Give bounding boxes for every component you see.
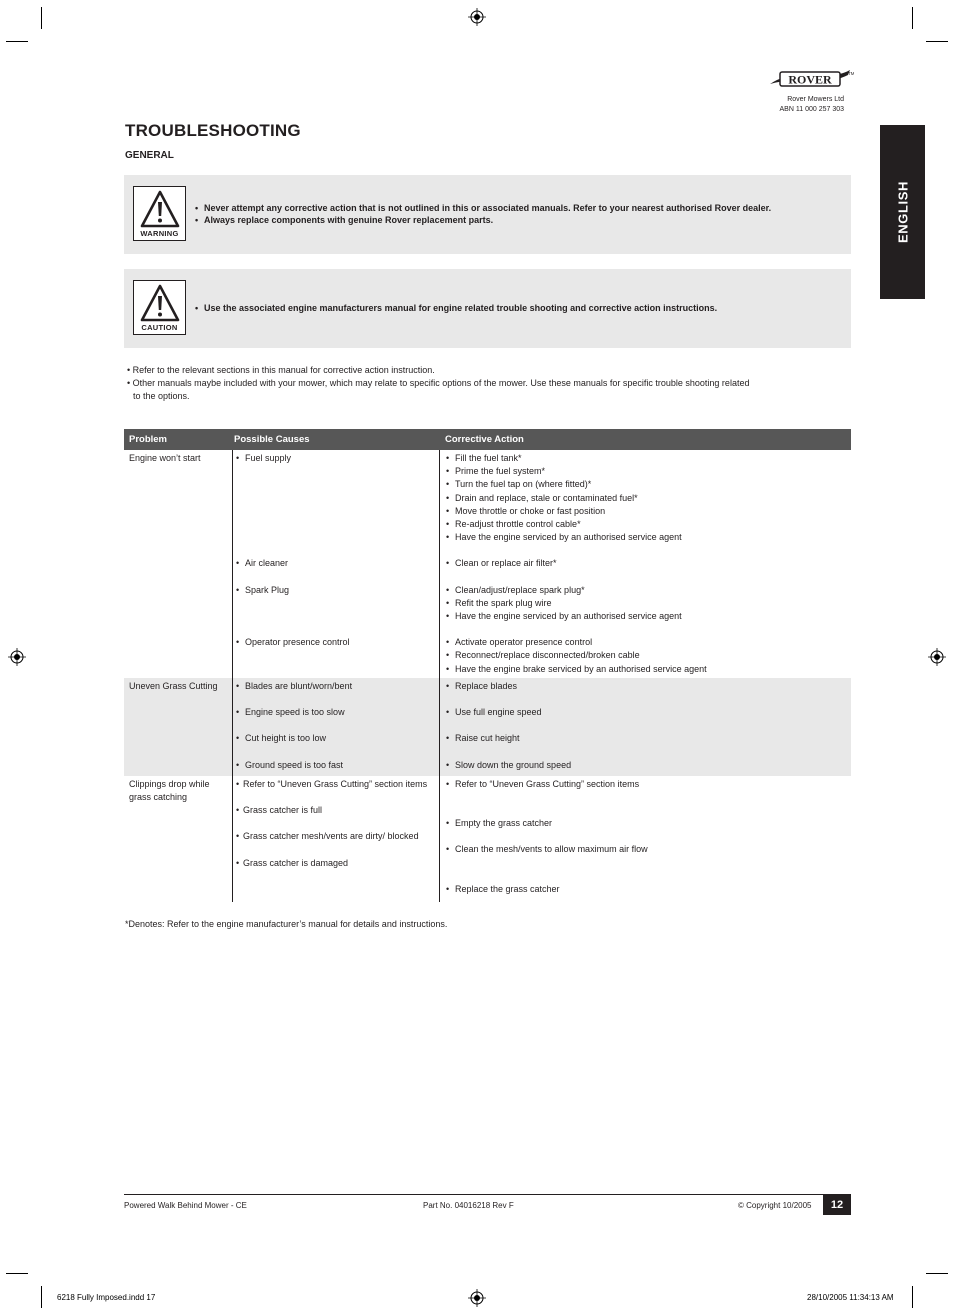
action-item: • Drain and replace, stale or contaminated fuel* <box>446 492 846 505</box>
warning-item: • Always replace components with genuine Rover replacement parts. <box>195 214 771 226</box>
rover-logo <box>768 66 854 92</box>
action-item: • Refit the spark plug wire <box>446 597 846 610</box>
page-number: 12 <box>823 1195 851 1215</box>
caution-triangle-icon <box>139 283 181 323</box>
action-item: • Replace blades <box>446 680 846 693</box>
language-tab <box>880 125 925 299</box>
crop-mark <box>6 1273 28 1274</box>
footer-part-number: Part No. 04016218 Rev F <box>423 1201 514 1210</box>
registration-mark-icon <box>8 648 26 666</box>
warning-notice <box>124 175 851 254</box>
company-abn: ABN 11 000 257 303 <box>779 106 844 113</box>
cause-item: • Fuel supply <box>236 452 436 465</box>
caution-symbol-label: CAUTION <box>141 323 178 332</box>
registration-mark-icon <box>468 1289 486 1307</box>
print-slug-date: 28/10/2005 11:34:13 AM <box>807 1293 894 1302</box>
column-divider <box>232 678 233 776</box>
column-divider <box>439 678 440 776</box>
action-item: • Have the engine serviced by an authorised service agent <box>446 610 846 623</box>
intro-line: • Refer to the relevant sections in this manual for corrective action instruction. <box>127 365 435 375</box>
problem-cell: Engine won’t start <box>129 453 201 463</box>
action-item: • Activate operator presence control <box>446 636 846 649</box>
troubleshooting-table <box>124 429 851 902</box>
table-header <box>124 429 851 450</box>
caution-item: • Use the associated engine manufacturers manual for engine related trouble shooting and corrective action instructions. <box>195 302 717 314</box>
footer-rule <box>124 1194 851 1195</box>
print-slug-file: 6218 Fully Imposed.indd 17 <box>57 1293 156 1302</box>
action-item: • Use full engine speed <box>446 706 846 719</box>
action-item: • Have the engine serviced by an authorised service agent <box>446 531 846 544</box>
cause-item: • Operator presence control <box>236 636 436 649</box>
problem-cell: Uneven Grass Cutting <box>129 681 218 691</box>
cause-item: • Grass catcher mesh/vents are dirty/ blocked <box>236 830 428 843</box>
action-item: • Refer to “Uneven Grass Cutting” section items <box>446 778 846 791</box>
crop-mark <box>926 1273 948 1274</box>
cause-item: • Blades are blunt/worn/bent <box>236 680 436 693</box>
intro-line: to the options. <box>133 391 190 401</box>
warning-text <box>195 202 771 226</box>
causes-cell <box>236 680 436 772</box>
action-item: • Fill the fuel tank* <box>446 452 846 465</box>
cause-item: • Grass catcher is full <box>236 804 428 817</box>
logo-text: ROVER <box>788 72 832 87</box>
company-info <box>780 95 844 115</box>
action-group <box>446 636 846 676</box>
crop-mark <box>912 7 913 29</box>
actions-cell <box>446 680 846 772</box>
table-row <box>124 450 851 678</box>
registration-mark-icon <box>468 8 486 26</box>
language-tab-label: ENGLISH <box>895 181 910 243</box>
crop-mark <box>41 7 42 29</box>
cause-item: • Spark Plug <box>236 584 436 597</box>
warning-item: • Never attempt any corrective action that is not outlined in this or associated manuals. Refer to your nearest authorised Rover dealer. <box>195 202 771 214</box>
action-item: • Reconnect/replace disconnected/broken cable <box>446 649 846 662</box>
intro-line: • Other manuals maybe included with your mower, which may relate to specific options of the mower. Use these manuals for specific trouble shooting related <box>127 378 750 388</box>
crop-mark <box>41 1286 42 1308</box>
column-header-action: Corrective Action <box>445 434 524 445</box>
action-item: • Move throttle or choke or fast position <box>446 505 846 518</box>
table-row <box>124 776 851 902</box>
section-subtitle: GENERAL <box>125 150 174 161</box>
action-group <box>446 557 846 570</box>
crop-mark <box>912 1286 913 1308</box>
footnote: *Denotes: Refer to the engine manufacturer’s manual for details and instructions. <box>125 919 448 929</box>
problem-cell: Clippings drop while grass catching <box>129 779 210 803</box>
causes-cell <box>236 778 428 870</box>
table-row <box>124 678 851 776</box>
caution-notice <box>124 269 851 348</box>
column-header-causes: Possible Causes <box>234 434 310 445</box>
page-title: TROUBLESHOOTING <box>125 121 301 140</box>
action-item: • Clean or replace air filter* <box>446 557 846 570</box>
intro-notes <box>127 364 827 403</box>
crop-mark <box>6 41 28 42</box>
warning-symbol <box>133 186 186 241</box>
footer-copyright: © Copyright 10/2005 <box>738 1201 812 1210</box>
registration-mark-icon <box>928 648 946 666</box>
column-divider <box>439 776 440 902</box>
cause-item: • Ground speed is too fast <box>236 759 436 772</box>
cause-item: • Cut height is too low <box>236 732 436 745</box>
column-header-problem: Problem <box>129 434 168 445</box>
warning-symbol-label: WARNING <box>140 229 179 238</box>
crop-mark <box>926 41 948 42</box>
cause-item: • Refer to “Uneven Grass Cutting” section items <box>236 778 428 791</box>
action-item: • Re-adjust throttle control cable* <box>446 518 846 531</box>
action-item: • Clean the mesh/vents to allow maximum air flow <box>446 843 846 856</box>
footer-product: Powered Walk Behind Mower - CE <box>124 1201 247 1210</box>
caution-text <box>195 302 717 314</box>
logo-trademark: TM <box>848 71 854 76</box>
action-item: • Raise cut height <box>446 732 846 745</box>
column-divider <box>232 776 233 902</box>
caution-symbol <box>133 280 186 335</box>
company-name: Rover Mowers Ltd <box>787 96 844 103</box>
cause-item: • Grass catcher is damaged <box>236 857 428 870</box>
warning-triangle-icon <box>139 189 181 229</box>
action-group <box>446 584 846 624</box>
action-group <box>446 452 846 544</box>
action-item: • Have the engine brake serviced by an authorised service agent <box>446 663 846 676</box>
action-item: • Prime the fuel system* <box>446 465 846 478</box>
action-item: • Empty the grass catcher <box>446 817 846 830</box>
action-item: • Turn the fuel tap on (where fitted)* <box>446 478 846 491</box>
cause-item: • Engine speed is too slow <box>236 706 436 719</box>
column-divider <box>439 450 440 678</box>
action-item: • Slow down the ground speed <box>446 759 846 772</box>
cause-item: • Air cleaner <box>236 557 436 570</box>
column-divider <box>232 450 233 678</box>
actions-cell <box>446 452 846 676</box>
action-item: • Replace the grass catcher <box>446 883 846 896</box>
action-item: • Clean/adjust/replace spark plug* <box>446 584 846 597</box>
